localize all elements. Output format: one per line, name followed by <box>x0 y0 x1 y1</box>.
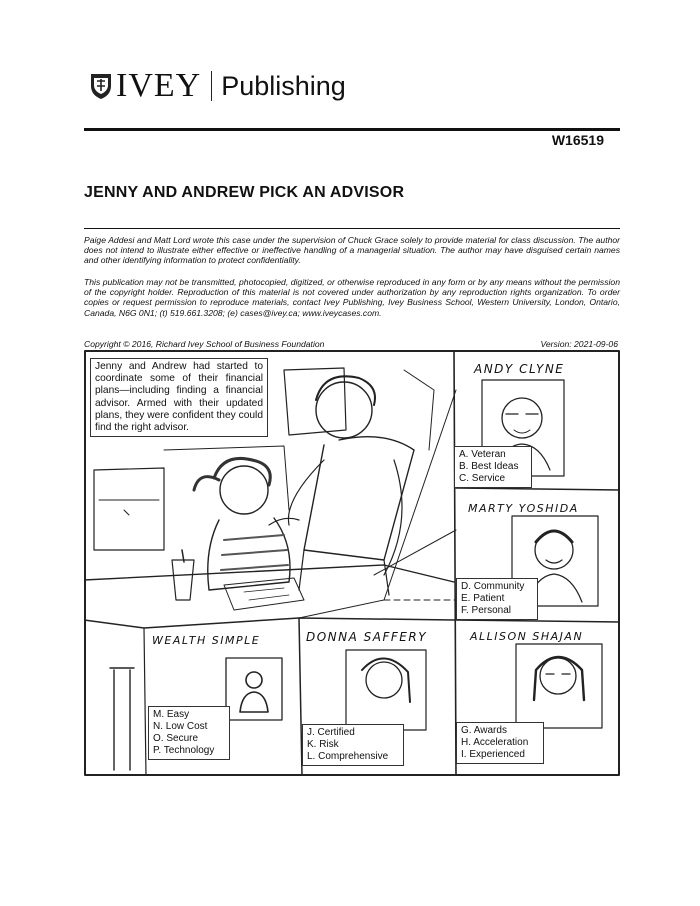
attribute-item: J. Certified <box>307 727 355 738</box>
attribute-item: M. Easy <box>153 709 190 720</box>
attribute-item: N. Low Cost <box>153 721 208 732</box>
attribute-item: F. Personal <box>461 605 512 616</box>
logo-separator <box>211 71 212 101</box>
advisor-name-marty: MARTY YOSHIDA <box>468 502 579 515</box>
attribute-item: D. Community <box>461 581 525 592</box>
publisher-name: Publishing <box>221 71 346 101</box>
title-rule <box>84 228 620 229</box>
attribute-item: I. Experienced <box>461 749 525 760</box>
advisor-attributes-donna <box>302 724 404 766</box>
attribute-item: E. Patient <box>461 593 505 604</box>
advisor-name-andy: ANDY CLYNE <box>474 362 565 376</box>
version-line: Version: 2021-09-06 <box>540 339 618 349</box>
advisor-name-wealth-simple: WEALTH SIMPLE <box>152 634 261 647</box>
attribute-item: L. Comprehensive <box>307 751 389 762</box>
advisor-name-allison: ALLISON SHAJAN <box>470 630 584 643</box>
comic-illustration <box>84 350 620 776</box>
comic-caption: Jenny and Andrew had started to coordinate some of their financial plans—including finding a financial advisor. Armed with their updated plans, they were confident they could find the right advisor. <box>90 358 268 437</box>
advisor-attributes-andy <box>454 446 532 488</box>
attribute-item: O. Secure <box>153 733 199 744</box>
ivey-publishing-logo <box>90 68 346 104</box>
case-number: W16519 <box>551 132 604 148</box>
attribute-item: G. Awards <box>461 725 507 736</box>
attribute-item: K. Risk <box>307 739 339 750</box>
advisor-attributes-wealth-simple <box>148 706 230 760</box>
advisor-attributes-marty <box>456 578 538 620</box>
attribute-item: B. Best Ideas <box>459 461 519 472</box>
attribute-item: H. Acceleration <box>461 737 529 748</box>
attribute-item: P. Technology <box>153 745 215 756</box>
header-rule <box>84 128 620 131</box>
attribute-item: C. Service <box>459 473 506 484</box>
advisor-attributes-allison <box>456 722 544 764</box>
attribute-item: A. Veteran <box>459 449 506 460</box>
authors-paragraph: Paige Addesi and Matt Lord wrote this case under the supervision of Chuck Grace solely to provide material for class discussion. The author does not intend to illustrate either effective or ineffective handling of a managerial situation. The author may have disguised certain names and other identifying information to protect confidentiality. <box>84 235 620 266</box>
copyright-line: Copyright © 2016, Richard Ivey School of Business Foundation <box>84 339 325 349</box>
brand-name: IVEY <box>116 67 202 104</box>
ivey-shield-icon <box>90 72 112 100</box>
advisor-name-donna: DONNA SAFFERY <box>306 630 428 644</box>
case-title: JENNY AND ANDREW PICK AN ADVISOR <box>84 184 405 201</box>
copyright-paragraph: This publication may not be transmitted, photocopied, digitized, or otherwise reproduced in any form or by any means without the permission of the copyright holder. Reproduction of this material is not covered under authorization by any reproduction rights organization. To order copies or request permission to reproduce materials, contact Ivey Publishing, Ivey Business School, Western University, London, Ontario, Canada, N6G 0N1; (t) 519.661.3208; (e) cases@ivey.ca; www.iveycases.com. <box>84 277 620 318</box>
